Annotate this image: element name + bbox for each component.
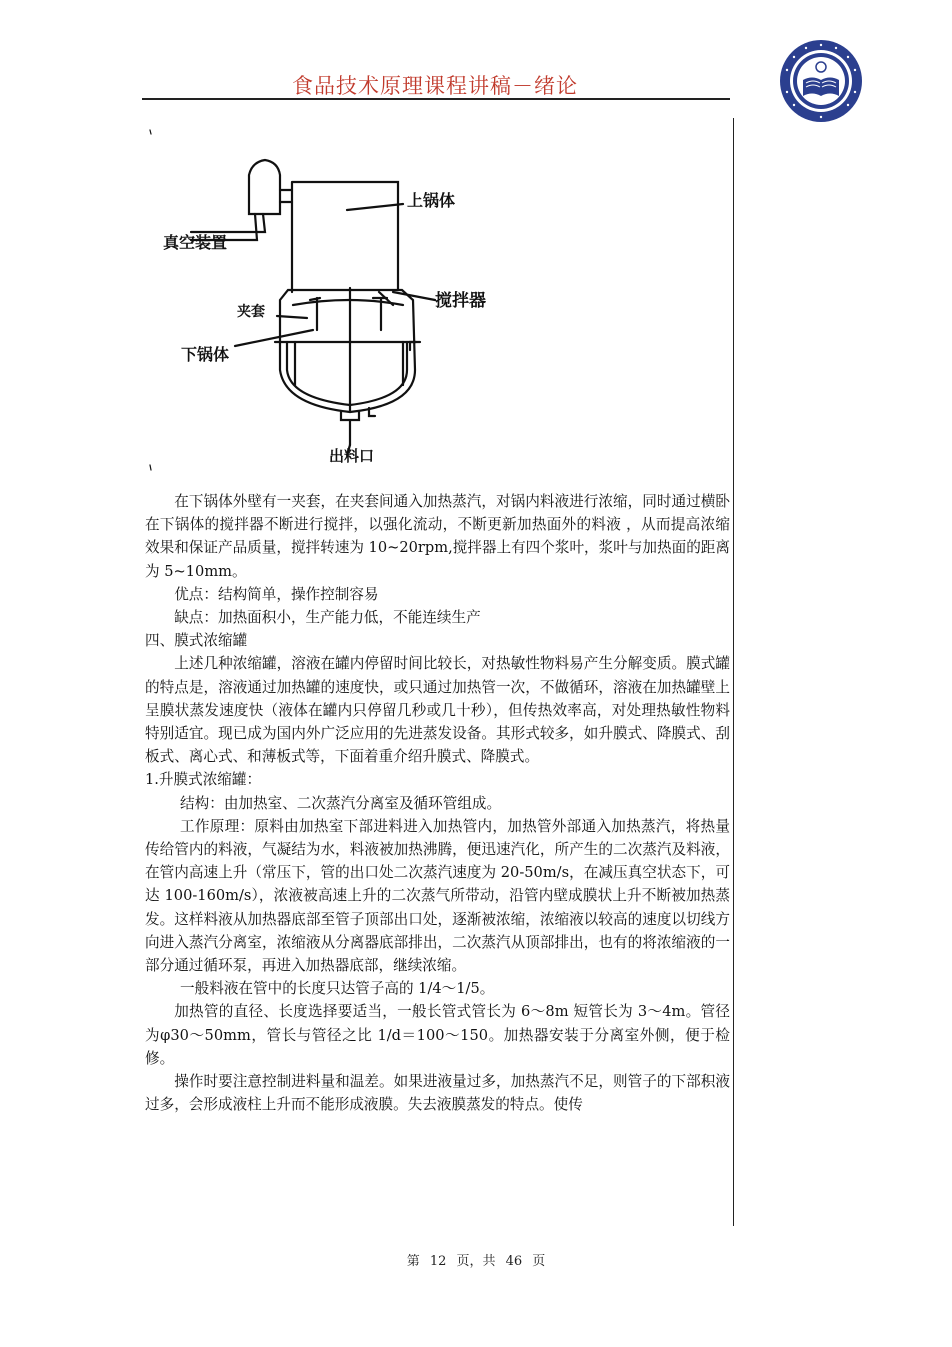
label-vacuum-device: 真空装置 <box>163 233 228 252</box>
concentrator-diagram <box>145 120 585 490</box>
label-upper-body: 上锅体 <box>407 191 456 210</box>
stirrer <box>295 288 403 412</box>
label-jacket: 夹套 <box>237 304 265 320</box>
outlet <box>341 408 375 445</box>
subsection-heading: 1.升膜式浓缩罐： <box>145 771 262 789</box>
paragraph: 上述几种浓缩罐，溶液在罐内停留时间比较长，对热敏性物料易产生分解变质。膜式罐的特点是，溶液通过加热罐的速度快，或只通过加热管一次，不做循环，溶液在加热罐壁上呈膜状蒸发速度快（液体在罐内只停留几秒或几十秒），但传热效率高，对处理热敏性物料特别适宜。现已成为国内外广泛应用的先进蒸发设备。其形式较多，如升膜式、降膜式、刮板式、离心式、和薄板式等，下面着重介绍升膜式、降膜式。 <box>145 655 730 766</box>
section-heading: 四、膜式浓缩罐 <box>145 632 248 650</box>
header-rule <box>142 98 730 100</box>
paragraph: 加热管的直径、长度选择要适当，一般长管式管长为 6～8m 短管长为 3～4m。管径为φ30～50mm，管长与管径之比 1/d＝100～150。加热器安装于分离室外侧，便于检修。 <box>145 1003 730 1067</box>
label-lower-body: 下锅体 <box>181 345 230 364</box>
paragraph: 操作时要注意控制进料量和温差。如果进液量过多，加热蒸汽不足，则管子的下部积液过多，会形成液柱上升而不能形成液膜。失去液膜蒸发的特点。使传 <box>145 1073 730 1114</box>
paragraph: 缺点：加热面积小，生产能力低，不能连续生产 <box>174 609 481 627</box>
body-text <box>145 490 730 1116</box>
paragraph: 在下锅体外壁有一夹套，在夹套间通入加热蒸汽，对锅内料液进行浓缩，同时通过横卧在下锅体的搅拌器不断进行搅拌，以强化流动，不断更新加热面外的料液 ，从而提高浓缩效果和保证产品质量，搅拌转速为 10~20rpm,搅拌器上有四个浆叶，浆叶与加热面的距离为 5~10mm。 <box>145 493 730 580</box>
jacket <box>287 342 407 405</box>
header-title: 食品技术原理课程讲稿－绪论 <box>292 74 578 98</box>
paragraph: 结构：由加热室、二次蒸汽分离室及循环管组成。 <box>180 794 502 812</box>
university-emblem-icon <box>778 38 864 124</box>
page-number: 第 12 页，共 46 页 <box>406 1254 546 1269</box>
label-stirrer: 搅拌器 <box>435 291 486 311</box>
paragraph: 工作原理：原料由加热室下部进料进入加热管内，加热管外部通入加热蒸汽，将热量传给管内的料液，气凝结为水，料液被加热沸腾，便迅速汽化，所产生的二次蒸汽及料液，在管内高速上升（常压下，管的出口处二次蒸汽速度为 20-50m/s，在减压真空状态下，可达 100-160m/s），浓液被高速上升的二次蒸气所带动，沿管内壁成膜状上升不断被加热蒸发。这样料液从加热器底部至管子顶部出口处，逐渐被浓缩，浓缩液以较高的速度以切线方向进入蒸汽分离室，浓缩液从分离器底部排出，二次蒸汽从顶部排出，也有的将浓缩液的一部分通过循环泵，再进入加热器底部，继续浓缩。 <box>145 817 730 975</box>
right-margin-rule <box>733 118 734 1226</box>
paragraph: 一般料液在管中的长度只达管子高的 1/4～1/5。 <box>180 980 495 998</box>
vacuum-device <box>249 160 280 214</box>
paragraph: 优点：结构简单，操作控制容易 <box>174 585 379 603</box>
label-outlet: 出料口 <box>329 447 375 465</box>
upper-body-outline <box>292 182 398 292</box>
lower-body-outline <box>280 290 415 412</box>
